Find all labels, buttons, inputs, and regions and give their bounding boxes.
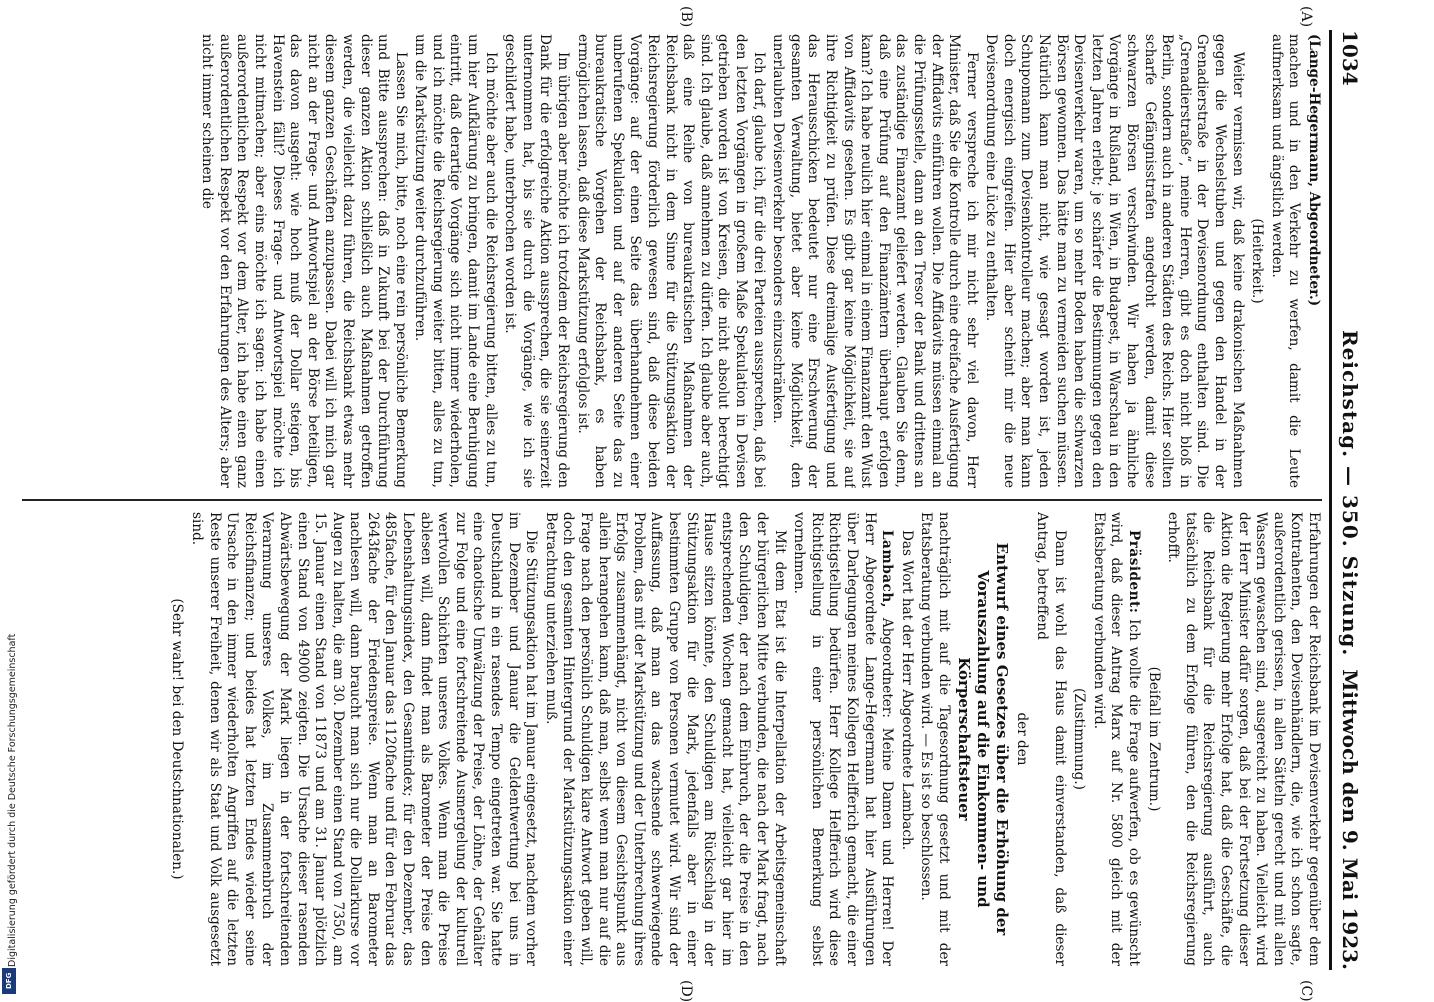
header-date: Mittwoch den 9. Mai 1923. [1338, 669, 1362, 970]
paragraph: Im übrigen aber möchte ich trotzdem der Reichsregierung den Dank für die erfolgreiche Aktion aussprechen, die sie seinerzeit unternommen hat, bis sie durch die Vorgänge, wie ich sie geschildert habe, unterbrochen worden ist. [502, 34, 572, 488]
paragraph: Mit dem Etat ist die Interpellation der Arbeitsgemeinschaft der bürgerlichen Mitte verbunden, die nach der Mark fragt, nach den Schuldigen, der nach dem Einbruch, der die Preise in den entsprechenden Wochen gemacht hat, vielleicht gar hier im Hause sitzen könnte, den Schuldigen am Rückschlag in der Stützungsaktion für die Mark, jedenfalls aber in einer bestimmten Gruppe von Personen vermutet wird. Wir sind der Auffassung, daß man an das wachsende schwerwiegende Problem, das mit der Markstützung und der Unterbrechung ihres Erfolgs zusammenhängt, nicht von diesem Gesichtspunkt aus allein herangehen kann, daß man, selbst wenn man nur auf die Frage nach den persönlich Schuldigen klare Antwort geben will, doch den gesamten Hintergrund der Markstützungsaktion einer Betrachtung unterziehen muß. [542, 512, 788, 966]
paragraph: Erfahrungen der Reichsbank im Devisenverkehr gegenüber dem Kontrahenten, den Devisenhändlern, die, wie ich schon sagte, außerordentlich gerissen, in allen Sätteln gerecht und mit allen Wassern gewaschen sind, ausgereicht zu haben. Vielleicht wird der Herr Minister dafür sorgen, daß bei der Fortsetzung dieser Aktion die Regierung mehr Erfolge hat, daß die Geschäfte, die die Reichsbank für die Reichsregierung ausführt, auch tatsächlich zu dem Erfolge führen, den die Reichsregierung erhofft. [1165, 512, 1322, 966]
paragraph: nachträglich mit auf die Tagesordnung gesetzt und mit der Etatsberatung verbunden wird. — Es ist so beschlossen. [918, 512, 952, 966]
reaction-note: (Zustimmung.) [1071, 688, 1088, 790]
paragraph: Lassen Sie mich, bitte, noch eine rein persönliche Bemerkung und Bitte aussprechen: daß in Zukunft bei der Durchführung dieser ganzen Aktion schließlich auch Maßnahmen getroffen werden, die vielleicht dazu führen, die Reichsbank etwas mehr diesem ganzen Geschäften anzupassen. Dabei will ich mich gar nicht an der Frage- und Antwortspiel an der Börse beteiligen, das davon ausgeht: wie hoch muß der Dollar steigen, bis Havenstein fällt? Dieses Frage- und Antwortspiel möchte ich nicht mitmachen; aber eins möchte ich sagen: ich habe einen außerordentlichen Respekt vor dem Alter, ich habe einen ganz außerordentlichen Respekt vor den Erfahrungen des Alters; aber nicht immer scheinen die [199, 34, 409, 488]
left-column [22, 34, 1322, 488]
speech-text: Ich wollte die Frage aufwerfen, ob es gewünscht wird, daß dieser Antrag Marx auf Nr. 5800 gleich mit der Etatsberatung verbunden wird. [1090, 512, 1143, 966]
paragraph: Ferner verspreche ich mir nicht sehr viel davon, Herr Minister, daß Sie die Kontrolle durch eine dreifache Ausfertigung der Affidavits einführen wollen. Die Affidavits müssen einmal an die Prüfungsstelle, dann an den Tresor der Bank und drittens an das zuständige Finanzamt geliefert werden. Glauben Sie denn, daß eine Prüfung auf den Finanzämtern überhaupt erfolgen kann? Ich habe neulich hier einmal in einem Finanzamt den Wust von Affidavits gesehen. Es gibt gar keine Möglichkeit, sie auf ihre Richtigkeit zu prüfen. Diese dreimalige Ausfertigung und das Herausschicken bedeutet nur eine Erschwerung der gesamten Verwaltung, bietet aber keine Möglichkeit, den unerlaubten Devisenverkehr besonders einzuschränken. [770, 34, 980, 488]
reaction-note: (Sehr wahr! bei den Deutschnationalen.) [169, 598, 186, 880]
footer-credit-text: Digitalisierung gefördert durch die Deutsche Forschungsgemeinschaft [7, 633, 18, 967]
right-column [22, 512, 1322, 966]
paragraph: Ich darf, glaube ich, für die drei Parteien aussprechen, daß bei den letzten Vorgängen in großem Maße Spekulation in Devisen getrieben worden ist von Kreisen, die nicht absolut berechtigt sind. Ich glaube, daß annehmen zu dürfen. Ich glaube aber auch, daß eine Reihe von bureaukratischen Maßnahmen der Reichsbank nicht in dem Sinne für die Stützungsaktion der Reichsregierung förderlich gewesen sind, daß diese beiden Vorgänge: auf der einen Seite das überhandnehmen einer unberufenen Spekulation und auf der anderen Seite das zu bureaukratische Vorgehen der Reichsbank, es haben ermöglichen lassen, daß diese Markstützung erfolglos ist. [574, 34, 767, 488]
reaction-note: (Heiterkeit.) [1249, 218, 1266, 304]
paragraph: Weiter vermissen wir, daß keine drakonischen Maßnahmen gegen die Wechselstuben und gegen den Handel in der Grenadierstraße in der Devisenordnung enthalten sind. Die „Grenadierstraße“, meine Herren, gibt es doch nicht bloß in Berlin, sondern auch in anderen Städten des Reichs. Hier sollten scharfe Gefängnisstrafen angedroht werden, damit diese schwarzen Börsen verschwinden. Wir haben ja ähnliche Vorgänge in Rußland, in Wien, in Budapest, in Warschau in den letzten Jahren erlebt; je schärfer die Bestimmungen gegen den Devisenverkehr waren, um so mehr Boden haben die schwarzen Börsen gewonnen. Das hätte man zu vermeiden suchen müssen. Natürlich kann man nicht, wie gesagt worden ist, jeden Schupomann zum Devisenkontrolleur machen; aber man kann doch energisch eingreifen. Hier aber scheint mir die neue Devisenordnung eine Lücke zu enthalten. [983, 34, 1246, 488]
speaker-name: Lambach, [879, 530, 896, 608]
paragraph: Das Wort hat der Herr Abgeordnete Lambach. [898, 530, 915, 851]
dfg-logo-icon: DFG [2, 968, 16, 994]
header-rule [1329, 30, 1332, 970]
bill-title: Entwurf eines Gesetzes über die Erhöhung der Vorauszahlung auf die Einkommen- und Körperschaftsteuer [954, 542, 1011, 936]
margin-marker-d: (D) [678, 980, 694, 1002]
paragraph [790, 512, 896, 966]
page-header [1332, 30, 1362, 970]
header-title: Reichstag. — 350. Sitzung. [1338, 330, 1362, 657]
document-page [4, 0, 1384, 1000]
paragraph: machen und in den Verkehr zu werfen, damit die Leute aufmerksam und ängstlich werden. [1268, 34, 1303, 488]
margin-marker-c: (C) [1298, 980, 1314, 1002]
footer-credit [4, 40, 18, 1000]
margin-marker-a: (A) [1298, 6, 1314, 28]
paragraph: Dann ist wohl das Haus damit einverstanden, daß dieser Antrag, betreffend [1034, 512, 1068, 966]
reaction-note: (Beifall im Zentrum.) [1145, 666, 1162, 812]
speaker-name: Präsident: [1126, 530, 1143, 614]
bill-prefix: der den [1014, 712, 1031, 766]
paragraph [1089, 512, 1142, 966]
paragraph: Ich möchte aber auch die Reichsregierung bitten, alles zu tun, um hier Aufklärung zu bringen, damit im Lande eine Beruhigung eintritt, daß derartige Vorgänge sich nicht immer wiederholen, und ich möchte die Reichsregierung weiter bitten, alles zu tun, um die Markstützung weiter durchzuführen. [412, 34, 499, 488]
paragraph: Die Stützungsaktion hat im Januar eingesetzt, nachdem vorher im Dezember und Januar die Geldentwertung bei uns in Deutschland in ein rasendes Tempo eingetreten war. Sie hatte eine chaotische Umwälzung der Preise, der Löhne, der Gehälter zur Folge und eine fortschreitende Ausmergelung der kulturell wertvollen Schichten unseres Volkes. Wenn man die Preise ablesen will, dann findet man als Barometer der Preise den Lebenshaltungsindex, den Gesamtindex; für den Dezember, das 485fache, für den Januar das 1120fache und für den Februar das 2643fache der Friedenspreise. Wenn man an Barometer nachlesen will, dann braucht man sich nur die Dollarkurse vor Augen zu halten, die am 30. Dezember einen Stand von 7350, am 15. Januar einen Stand von 11873 und am 31. Januar plötzlich einen Stand von 49000 zeigten. Die Ursache dieser rasenden Abwärtsbewegung der Mark liegen in der fortschreitenden Verarmung unseres Volkes, im Zusammenbruch der Reichsfinanzen; und beides hat letzten Endes wieder seine Ursache in den immer wiederholten Angriffen auf die letzten Reste unserer Freiheit, denen wir als Staat und Volk ausgesetzt sind. [188, 512, 540, 966]
page-number: 1034 [1338, 30, 1362, 86]
column-rule [22, 499, 1322, 501]
speaker-line: (Lange-Hegermann, Abgeordneter.) [1306, 34, 1322, 307]
margin-marker-b: (B) [678, 6, 694, 28]
speech-text: Abgeordneter: Meine Damen und Herren! Der Herr Abgeordnete Lange-Hegermann hat hier Ausführungen über Darlegungen meines Kollegen Helfferich gemacht, die einer Richtigstellung bedürfen. Herr Kollege Helfferich wird diese Richtigstellung in einer persönlichen Bemerkung selbst vornehmen. [791, 512, 896, 966]
